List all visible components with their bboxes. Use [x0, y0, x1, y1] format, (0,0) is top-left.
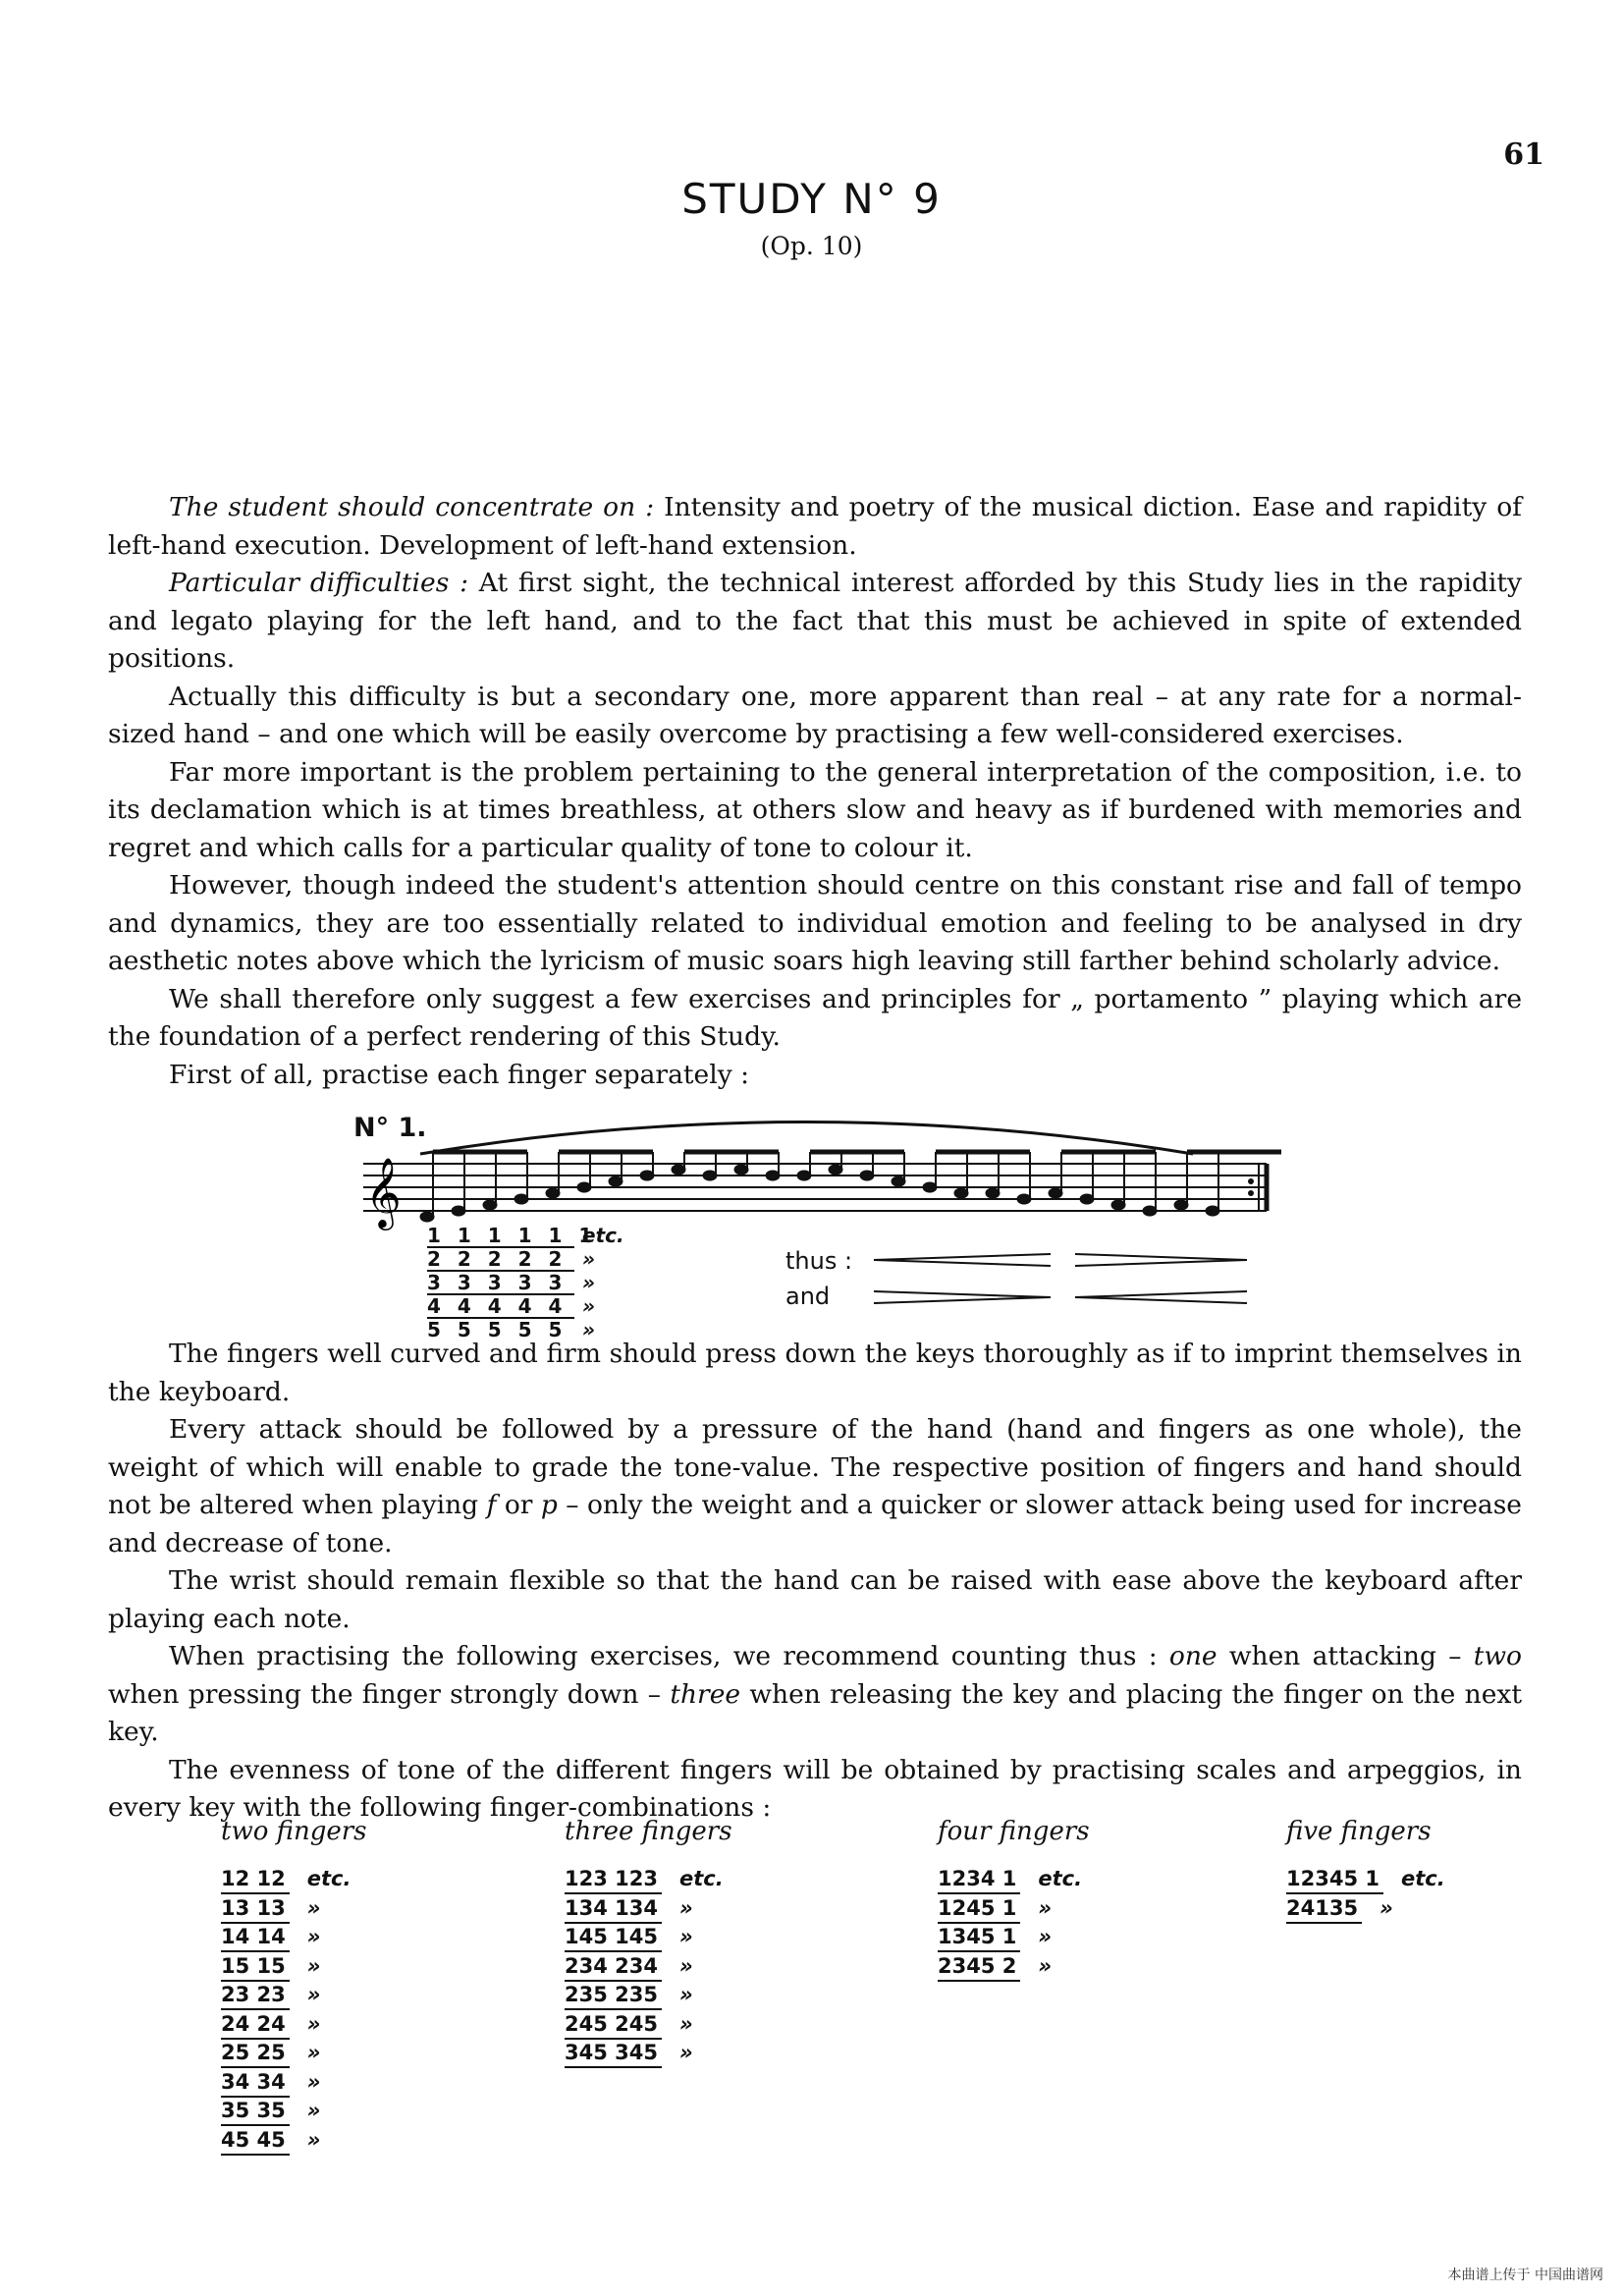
note-head	[703, 1171, 717, 1180]
combo-item	[565, 1982, 732, 2011]
paragraph-text: When practising the following exercises, we recommend counting thus :	[169, 1641, 1169, 1671]
combo-item	[565, 2040, 732, 2069]
note-head	[954, 1188, 968, 1198]
combo-fingering: 12 12	[221, 1866, 290, 1894]
fingering-mark: »	[582, 1247, 595, 1271]
note-head	[1049, 1188, 1062, 1198]
fingering-row	[427, 1272, 624, 1295]
note-head	[546, 1188, 560, 1198]
combo-mark: »	[1038, 1953, 1053, 1978]
combo-list	[1286, 1866, 1445, 1924]
combo-item	[938, 1895, 1090, 1925]
combo-column	[221, 1817, 367, 2156]
combo-item	[565, 1895, 732, 1925]
fingering-numbers: 3 3 3 3 3	[427, 1272, 574, 1295]
fingering-table	[427, 1225, 624, 1342]
fingering-mark: »	[582, 1294, 595, 1318]
example-label: N° 1.	[353, 1113, 427, 1143]
combo-item	[221, 2040, 367, 2069]
combo-mark: »	[306, 2011, 321, 2036]
paragraph-text: The fingers well curved and firm should press down the keys thoroughly as if to imprint themselves in the keyboard.	[108, 1339, 1522, 1407]
paragraph-text: Far more important is the problem pertaining to the general interpretation of the composition, i.e. to its declamation which is at times breathless, at others slow and heavy as if burdened with memories and regret and which calls for a particular quality of tone to colour it.	[108, 756, 1522, 863]
fingering-row	[427, 1225, 624, 1248]
note-head	[577, 1182, 591, 1192]
combo-mark: »	[306, 2041, 321, 2064]
combo-list	[221, 1866, 367, 2156]
combo-fingering: 25 25	[221, 2040, 290, 2068]
paragraph-text: Every attack should be followed by a pressure of the hand (hand and fingers as one whole), the weight of which will enable to grade the tone-value. The respective position of fingers and hand should not be altered when playing	[108, 1414, 1522, 1520]
count-three: three	[670, 1678, 741, 1710]
combo-item	[221, 2127, 367, 2157]
combo-fingering: 123 123	[565, 1866, 662, 1894]
paragraph	[108, 679, 1522, 754]
combo-mark: etc.	[1400, 1867, 1445, 1890]
paragraph-text: However, though indeed the student's attention should centre on this constant rise and fall of tempo and dynamics, they are too essentially related to individual emotion and feeling to be analysed in dry aesthetic notes above which the lyricism of music soars high leaving still farther behind scholarly advice.	[108, 870, 1522, 976]
combo-item	[565, 2011, 732, 2041]
combo-mark: »	[678, 1895, 693, 1920]
intro-text	[108, 489, 1522, 1094]
combo-fingering: 2345 2	[938, 1953, 1020, 1982]
combo-fingering: 245 245	[565, 2011, 662, 2040]
paragraph	[108, 867, 1522, 981]
note-head	[640, 1171, 654, 1180]
note-head	[483, 1200, 497, 1210]
note-head	[860, 1171, 874, 1180]
note-head	[923, 1182, 937, 1192]
crescendo-hairpin	[1075, 1291, 1247, 1303]
combo-mark: »	[306, 2069, 321, 2094]
combo-item	[565, 1953, 732, 1983]
paragraph	[108, 489, 1522, 565]
staff-lines	[363, 1164, 1267, 1211]
combo-item	[1286, 1866, 1445, 1895]
combo-item	[221, 1953, 367, 1983]
combo-item	[938, 1924, 1090, 1953]
technique-text	[108, 1336, 1522, 1828]
combo-mark: »	[306, 1895, 321, 1920]
combo-fingering: 15 15	[221, 1953, 290, 1982]
note-head	[986, 1188, 1000, 1198]
combo-item	[221, 1982, 367, 2011]
fingering-numbers: 2 2 2 2 2	[427, 1248, 574, 1272]
note-head	[829, 1165, 842, 1175]
combo-fingering: 34 34	[221, 2069, 290, 2098]
paragraph-text: The wrist should remain flexible so that the hand can be raised with ease above the keyboard after playing each note.	[108, 1565, 1522, 1634]
paragraph-text: when attacking –	[1217, 1641, 1474, 1671]
combo-fingering: 1234 1	[938, 1866, 1020, 1894]
paragraph-text: We shall therefore only suggest a few exercises and principles for „ portamento ” playing which are the foundation of a perfect rendering of this Study.	[108, 983, 1522, 1052]
paragraph	[108, 754, 1522, 868]
combo-heading: two fingers	[221, 1817, 367, 1846]
combo-mark: »	[678, 2041, 693, 2064]
paragraph	[108, 1336, 1522, 1411]
fingering-row	[427, 1248, 624, 1272]
note-head	[672, 1165, 685, 1175]
combo-mark: »	[306, 1983, 321, 2006]
note-head	[1111, 1200, 1125, 1210]
crescendo-hairpin	[874, 1254, 1051, 1266]
combo-fingering: 235 235	[565, 1982, 662, 2010]
combo-item	[565, 1924, 732, 1953]
note-head	[1143, 1206, 1157, 1216]
paragraph-text: At first sight, the technical interest afforded by this Study lies in the rapidity and legato playing for the left hand, and to the fact that this must be achieved in spite of extended positions.	[108, 568, 1522, 674]
note-head	[766, 1171, 780, 1180]
paragraph-text: Intensity and poetry of the musical diction. Ease and rapidity of left-hand execution. Development of left-hand extension.	[108, 492, 1522, 561]
music-staff	[353, 1095, 1296, 1232]
combo-fingering: 1245 1	[938, 1895, 1020, 1924]
combo-fingering: 1345 1	[938, 1924, 1020, 1952]
note-head	[734, 1165, 748, 1175]
combo-mark: »	[1038, 1895, 1053, 1920]
combo-fingering: 12345 1	[1286, 1866, 1383, 1894]
paragraph-lead: The student should concentrate on :	[169, 492, 655, 522]
combo-fingering: 145 145	[565, 1924, 662, 1952]
and-label: and	[785, 1283, 831, 1310]
count-one: one	[1168, 1641, 1217, 1671]
thus-label: thus :	[785, 1247, 853, 1275]
combo-mark: »	[306, 2099, 321, 2122]
note-head	[1206, 1206, 1219, 1216]
combo-item	[221, 1866, 367, 1895]
footer-watermark: 本曲谱上传于 中国曲谱网	[1447, 2268, 1603, 2283]
fingering-numbers: 1 1 1 1 1 1	[427, 1224, 593, 1247]
dynamics-hairpins	[864, 1242, 1335, 1321]
combo-column	[1286, 1817, 1445, 1924]
page-title: STUDY N° 9	[681, 175, 942, 223]
combo-column	[938, 1817, 1090, 1982]
combo-mark: »	[678, 1983, 693, 2006]
combo-mark: »	[306, 2127, 321, 2152]
combo-fingering: 24135	[1286, 1895, 1362, 1924]
paragraph	[108, 1057, 1522, 1095]
combo-fingering: 14 14	[221, 1924, 290, 1952]
paragraph	[108, 1638, 1522, 1752]
phrase-slur	[420, 1122, 1193, 1155]
combo-item	[221, 2098, 367, 2127]
note-head	[892, 1176, 905, 1186]
combo-mark: »	[1380, 1895, 1393, 1920]
combo-mark: »	[306, 1925, 321, 1948]
note-head	[420, 1212, 434, 1222]
combo-mark: »	[678, 1925, 693, 1948]
decrescendo-hairpin	[1075, 1254, 1247, 1266]
fingering-mark: »	[582, 1271, 595, 1294]
combo-fingering: 234 234	[565, 1953, 662, 1982]
paragraph-text: or	[496, 1490, 541, 1520]
fingering-numbers: 5 5 5 5 5	[427, 1318, 563, 1341]
fingering-mark: »	[582, 1318, 595, 1341]
fingering-mark: etc.	[582, 1224, 624, 1247]
combo-mark: »	[1038, 1925, 1053, 1948]
note-head	[1080, 1194, 1094, 1204]
dynamic-p: p	[540, 1490, 558, 1520]
combo-item	[565, 1866, 732, 1895]
note-head	[797, 1171, 811, 1180]
combo-mark: etc.	[306, 1867, 352, 1890]
paragraph	[108, 565, 1522, 679]
combo-list	[938, 1866, 1090, 1982]
fingering-numbers: 4 4 4 4 4	[427, 1295, 574, 1319]
paragraph-text: Actually this difficulty is but a secondary one, more apparent than real – at any rate for a normal-sized hand – and one which will be easily overcome by practising a few well-considered exercises.	[108, 681, 1522, 749]
paragraph-text: – only the weight and a quicker or slower attack being used for increase and decrease of tone.	[108, 1490, 1522, 1558]
combo-list	[565, 1866, 732, 2069]
music-example	[353, 1095, 1296, 1345]
combo-fingering: 23 23	[221, 1982, 290, 2010]
repeat-dot	[1248, 1190, 1254, 1196]
combo-column	[565, 1817, 732, 2069]
fingering-row	[427, 1295, 624, 1319]
combo-mark: etc.	[678, 1867, 724, 1890]
combo-item	[221, 1895, 367, 1925]
combo-item	[1286, 1895, 1445, 1925]
combo-fingering: 13 13	[221, 1895, 290, 1924]
combo-heading: four fingers	[938, 1817, 1090, 1846]
combo-item	[221, 1924, 367, 1953]
page-subtitle: (Op. 10)	[760, 232, 863, 260]
combo-fingering: 345 345	[565, 2040, 662, 2068]
combo-mark: »	[678, 1953, 693, 1978]
combo-mark: »	[678, 2011, 693, 2036]
note-head	[452, 1206, 465, 1216]
combo-fingering: 45 45	[221, 2127, 290, 2156]
paragraph	[108, 981, 1522, 1057]
paragraph-text: when releasing the key and placing the finger on the next key.	[108, 1678, 1522, 1747]
combo-item	[938, 1953, 1090, 1983]
combo-fingering: 134 134	[565, 1895, 662, 1924]
page-number: 61	[1503, 137, 1544, 172]
decrescendo-hairpin	[874, 1291, 1051, 1303]
repeat-dot	[1248, 1178, 1254, 1184]
combo-item	[221, 2011, 367, 2041]
combo-fingering: 35 35	[221, 2098, 290, 2126]
paragraph	[108, 1752, 1522, 1828]
dynamic-f: f	[486, 1490, 497, 1520]
combo-heading: five fingers	[1286, 1817, 1432, 1846]
paragraph-text: when pressing the finger strongly down –	[108, 1678, 671, 1710]
note-head	[1017, 1194, 1031, 1204]
paragraph-text: First of all, practise each finger separately :	[169, 1059, 750, 1090]
combo-item	[938, 1866, 1090, 1895]
count-two: two	[1473, 1641, 1522, 1671]
paragraph-lead: Particular difficulties :	[169, 568, 469, 598]
note-head	[1174, 1200, 1188, 1210]
paragraph	[108, 1411, 1522, 1562]
paragraph-text: The evenness of tone of the different fingers will be obtained by practising scales and arpeggios, in every key with the following finger-combinations :	[108, 1754, 1522, 1823]
combo-heading: three fingers	[565, 1817, 732, 1846]
combo-mark: etc.	[1038, 1867, 1083, 1890]
combo-mark: »	[306, 1953, 321, 1978]
paragraph	[108, 1562, 1522, 1638]
note-head	[609, 1176, 622, 1186]
treble-clef-icon: 𝄞	[365, 1156, 402, 1228]
combo-item	[221, 2069, 367, 2099]
combo-fingering: 24 24	[221, 2011, 290, 2040]
finger-combinations	[221, 1817, 1497, 2152]
note-head	[514, 1194, 528, 1204]
